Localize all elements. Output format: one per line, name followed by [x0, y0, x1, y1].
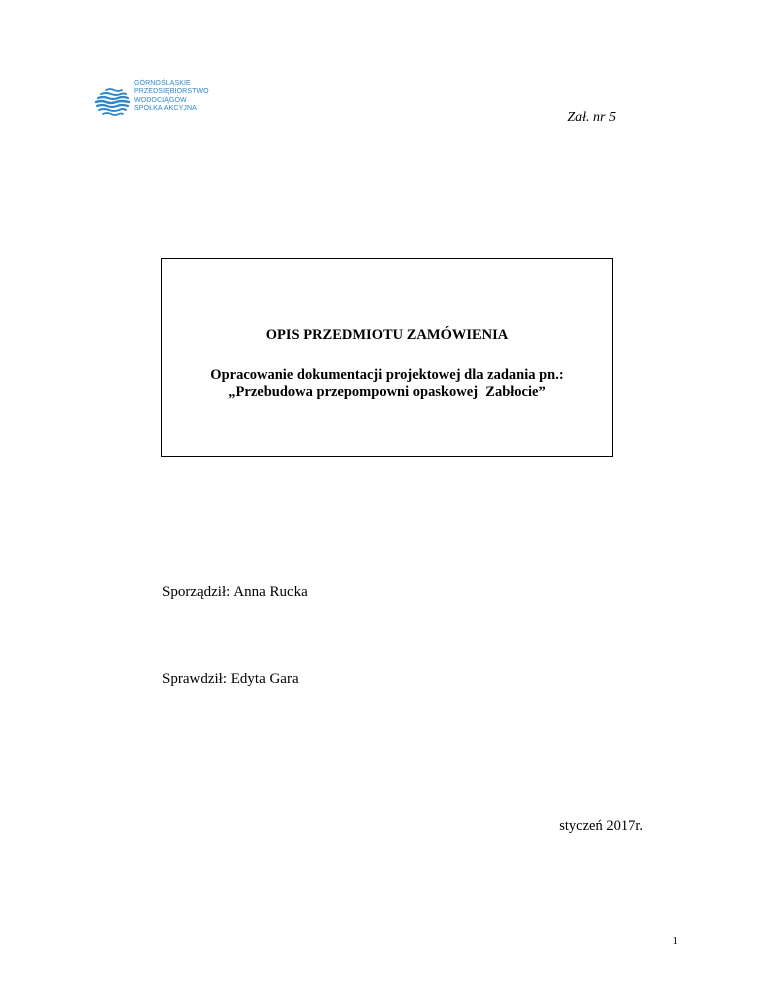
prepared-by: Sporządził: Anna Rucka — [162, 584, 308, 600]
logo-line: WODOCIĄGÓW — [134, 96, 187, 104]
logo-text — [134, 80, 209, 114]
attachment-label: Zał. nr 5 — [567, 110, 616, 125]
subtitle-line: Opracowanie dokumentacji projektowej dla zadania pn.: — [210, 367, 564, 383]
logo-line: GÓRNOŚLĄSKIE — [134, 80, 191, 87]
wave-globe-icon — [92, 82, 132, 122]
subtitle-line: „Przebudowa przepompowni opaskowej Zabłocie” — [228, 383, 546, 400]
document-title: OPIS PRZEDMIOTU ZAMÓWIENIA — [265, 327, 509, 343]
logo-line: PRZEDSIĘBIORSTWO — [134, 88, 209, 96]
document-date: styczeń 2017r. — [559, 818, 643, 834]
logo-line: SPÓŁKA AKCYJNA — [134, 105, 197, 113]
company-logo — [92, 80, 222, 124]
page-number: 1 — [672, 935, 678, 947]
document-subtitle — [162, 367, 612, 400]
checked-by: Sprawdził: Edyta Gara — [162, 671, 299, 687]
title-box — [161, 258, 613, 457]
